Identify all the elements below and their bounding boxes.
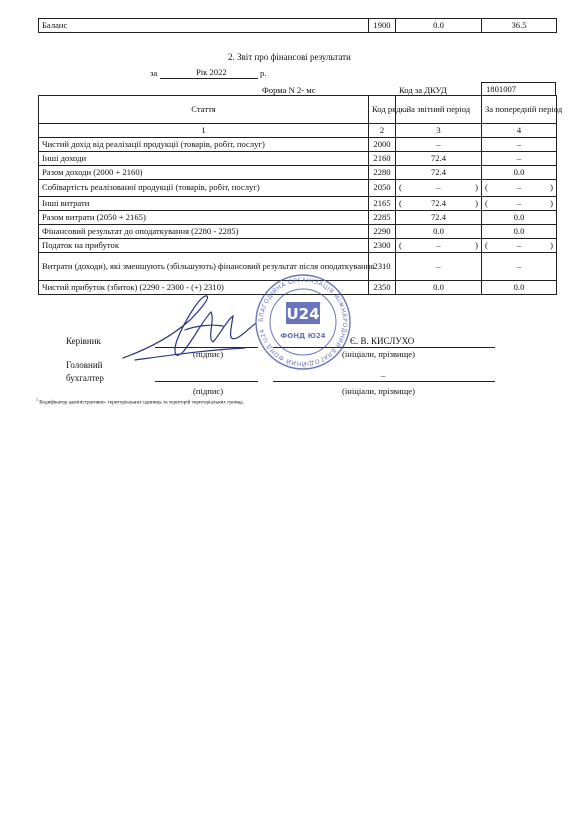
row-code: 2285 <box>369 211 396 225</box>
paren-open: ( <box>485 239 488 250</box>
head-label: Керівник <box>66 336 101 346</box>
row-code: 2300 <box>369 239 396 253</box>
dkud-value: 1801007 <box>481 82 556 96</box>
financial-results-table <box>38 95 563 295</box>
paren-open: ( <box>399 182 402 193</box>
balance-label: Баланс <box>39 19 369 33</box>
row-previous-parenthesized <box>482 180 557 197</box>
table-row <box>39 239 557 253</box>
period-value: Рік 2022 <box>196 67 227 77</box>
table-header-row <box>39 96 557 124</box>
row-previous-parenthesized <box>482 197 557 211</box>
stamp-ring-text: БЛАГОДІЙНА ОРГАНІЗАЦІЯ МІЖНАРОДНИЙ БЛАГОДІЙНИЙ ФОНД U24 <box>257 276 349 368</box>
row-previous-value: – <box>482 152 557 166</box>
head-name-caption: (ініціали, прізвище) <box>342 349 415 359</box>
balance-previous: 36.5 <box>482 19 557 33</box>
row-current-value: – <box>396 138 482 152</box>
row-previous-value: – <box>516 197 522 208</box>
row-previous-value: – <box>516 239 522 250</box>
paren-close: ) <box>475 197 478 208</box>
header-article: Стаття <box>39 96 369 124</box>
table-row <box>39 211 557 225</box>
row-label: Чистий дохід від реалізації продукції (товарів, робіт, послуг) <box>39 138 369 152</box>
row-current-parenthesized <box>396 180 482 197</box>
row-code: 2000 <box>369 138 396 152</box>
balance-current: 0.0 <box>396 19 482 33</box>
accountant-signature-caption: (підпис) <box>193 386 224 396</box>
paren-close: ) <box>475 182 478 193</box>
row-code: 2050 <box>369 180 396 197</box>
row-previous-value: 0.0 <box>482 281 557 295</box>
period-underline <box>160 78 258 79</box>
table-row <box>39 225 557 239</box>
paren-open: ( <box>399 239 402 250</box>
head-signature-caption: (підпис) <box>193 349 224 359</box>
row-current-value: 72.4 <box>430 197 447 208</box>
row-label: Чистий прибуток (збиток) (2290 - 2300 - (+) 2310) <box>39 281 369 295</box>
accountant-label-2: бухгалтер <box>66 373 104 383</box>
row-label: Разом витрати (2050 + 2165) <box>39 211 369 225</box>
row-current-value: – <box>396 253 482 281</box>
row-previous-value: 0.0 <box>482 166 557 180</box>
row-previous-value: – <box>482 138 557 152</box>
row-code: 2290 <box>369 225 396 239</box>
row-previous-value: 0.0 <box>482 211 557 225</box>
table-row <box>39 152 557 166</box>
balance-table <box>38 18 557 33</box>
row-previous-value: – <box>516 182 522 193</box>
row-current-value: 72.4 <box>396 211 482 225</box>
col-number-2: 2 <box>369 124 396 138</box>
accountant-name: – <box>381 370 386 380</box>
period-suffix: р. <box>260 68 267 78</box>
row-code: 2280 <box>369 166 396 180</box>
accountant-name-caption: (ініціали, прізвище) <box>342 386 415 396</box>
organization-stamp <box>248 272 358 372</box>
row-previous-value: – <box>482 253 557 281</box>
row-current-value: 0.0 <box>396 281 482 295</box>
row-label: Разом доходи (2000 + 2160) <box>39 166 369 180</box>
paren-open: ( <box>399 197 402 208</box>
row-label: Фінансовий результат до оподаткування (2280 - 2285) <box>39 225 369 239</box>
row-current-value: – <box>436 239 441 250</box>
paren-close: ) <box>475 239 478 250</box>
col-number-4: 4 <box>482 124 557 138</box>
head-name: Є. В. КИСЛУХО <box>350 336 415 346</box>
row-current-value: 72.4 <box>396 166 482 180</box>
row-code: 2165 <box>369 197 396 211</box>
row-label: Інші доходи <box>39 152 369 166</box>
stamp-center-text: U24 <box>286 305 320 323</box>
row-current-parenthesized <box>396 239 482 253</box>
paren-close: ) <box>550 197 553 208</box>
footnote-mark: 1 <box>36 397 38 402</box>
row-code: 2310 <box>369 253 396 281</box>
footnote <box>36 397 244 406</box>
row-current-value: 72.4 <box>396 152 482 166</box>
table-row <box>39 197 557 211</box>
row-code: 2350 <box>369 281 396 295</box>
table-row <box>39 138 557 152</box>
paren-open: ( <box>485 182 488 193</box>
section-title: 2. Звіт про фінансові результати <box>228 52 351 62</box>
row-current-value: 0.0 <box>396 225 482 239</box>
col-number-3: 3 <box>396 124 482 138</box>
paren-open: ( <box>485 197 488 208</box>
header-code: Код рядка <box>369 96 396 124</box>
header-previous: За попередній період <box>482 96 557 124</box>
stamp-bottom-text: ФОНД Ю24 <box>280 332 326 340</box>
accountant-label-1: Головний <box>66 360 103 370</box>
head-signature-scribble <box>115 290 265 370</box>
table-row <box>39 180 557 197</box>
paren-close: ) <box>550 239 553 250</box>
dkud-label: Код за ДКУД <box>399 85 447 95</box>
form-label: Форма N 2- мс <box>262 85 316 95</box>
row-label: Інші витрати <box>39 197 369 211</box>
row-label: Собівартість реалізованої продукції (товарів, робіт, послуг) <box>39 180 369 197</box>
row-previous-parenthesized <box>482 239 557 253</box>
row-current-value: – <box>436 182 441 193</box>
footnote-text: Кодифікатор адміністративно- територіальних одиниць та територій територіальних громад. <box>39 399 244 406</box>
row-code: 2160 <box>369 152 396 166</box>
table-numbering-row <box>39 124 557 138</box>
balance-code: 1900 <box>369 19 396 33</box>
period-prefix: за <box>150 68 158 78</box>
row-current-parenthesized <box>396 197 482 211</box>
header-current: За звітний період <box>396 96 482 124</box>
row-label: Податок на прибуток <box>39 239 369 253</box>
table-row <box>39 166 557 180</box>
col-number-1: 1 <box>39 124 369 138</box>
row-label: Витрати (доходи), які зменшують (збільшують) фінансовий результат після оподаткування <box>39 253 369 281</box>
accountant-signature-line <box>155 381 258 382</box>
row-previous-value: 0.0 <box>482 225 557 239</box>
accountant-name-line <box>273 381 495 382</box>
paren-close: ) <box>550 182 553 193</box>
